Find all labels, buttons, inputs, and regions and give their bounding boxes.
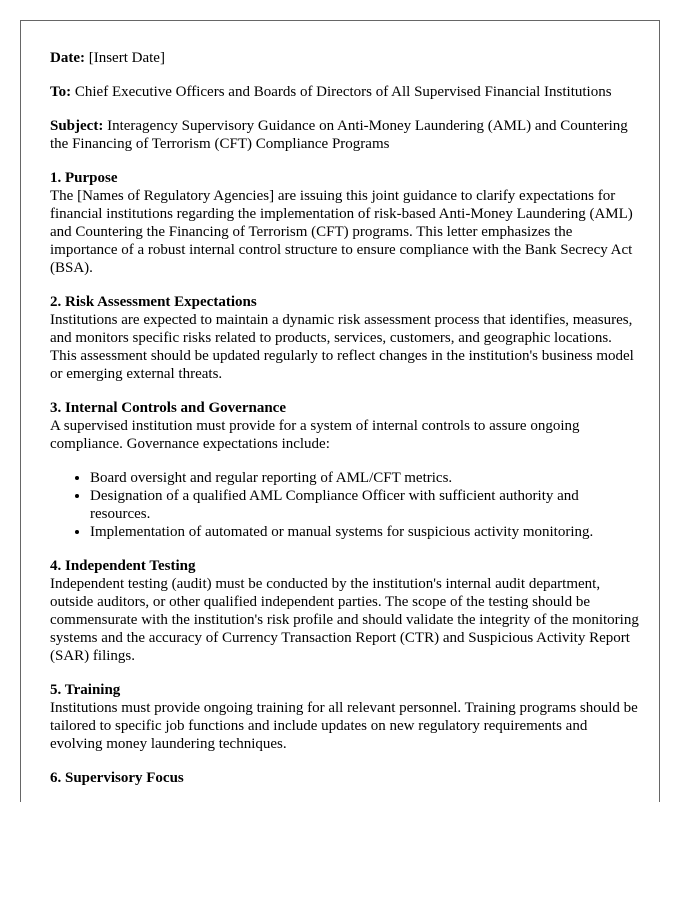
date-value: [Insert Date] bbox=[88, 50, 165, 66]
to-label: To: bbox=[50, 84, 72, 100]
section-title: 1. Purpose bbox=[50, 170, 118, 186]
list-item: • Implementation of automated or manual systems for suspicious activity monitoring. bbox=[90, 523, 640, 541]
subject-label: Subject: bbox=[50, 118, 104, 134]
section-title: 2. Risk Assessment Expectations bbox=[50, 294, 257, 310]
list-item: • Designation of a qualified AML Compliance Officer with sufficient authority and resources. bbox=[90, 487, 640, 523]
date-line bbox=[50, 49, 640, 67]
to-value: Chief Executive Officers and Boards of Directors of All Supervised Financial Institutions bbox=[74, 84, 612, 100]
governance-list bbox=[50, 469, 640, 541]
subject-value: Interagency Supervisory Guidance on Anti-Money Laundering (AML) and Countering the Financing of Terrorism (CFT) Compliance Programs bbox=[50, 118, 628, 152]
section-risk-assessment bbox=[50, 293, 640, 383]
section-independent-testing bbox=[50, 557, 640, 665]
section-title: 4. Independent Testing bbox=[50, 558, 196, 574]
section-body: Institutions are expected to maintain a dynamic risk assessment process that identifies, measures, and monitors specific risks related to products, services, customers, and geographic locations. This assessment should be updated regularly to reflect changes in the institution's business model or emerging external threats. bbox=[50, 312, 634, 382]
to-line bbox=[50, 83, 640, 101]
letter-content bbox=[50, 49, 640, 802]
section-title: 5. Training bbox=[50, 682, 121, 698]
subject-line bbox=[50, 117, 640, 153]
section-body: Independent testing (audit) must be conducted by the institution's internal audit department, outside auditors, or other qualified independent parties. The scope of the testing should be commensurate with the institution's risk profile and should validate the integrity of the monitoring systems and the accuracy of Currency Transaction Report (CTR) and Suspicious Activity Report (SAR) filings. bbox=[50, 576, 639, 664]
letter-page bbox=[20, 20, 660, 802]
section-supervisory-focus bbox=[50, 769, 640, 787]
section-training bbox=[50, 681, 640, 753]
section-body: The [Names of Regulatory Agencies] are issuing this joint guidance to clarify expectations for financial institutions regarding the implementation of risk-based Anti-Money Laundering (AML) and Countering the Financing of Terrorism (CFT) programs. This letter emphasizes the importance of a robust internal control structure to ensure compliance with the Bank Secrecy Act (BSA). bbox=[50, 188, 633, 276]
section-purpose bbox=[50, 169, 640, 277]
section-internal-controls bbox=[50, 399, 640, 541]
section-title: 6. Supervisory Focus bbox=[50, 770, 184, 786]
section-body: A supervised institution must provide for a system of internal controls to assure ongoing compliance. Governance expectations include: bbox=[50, 418, 580, 452]
date-label: Date: bbox=[50, 50, 85, 66]
section-body: Institutions must provide ongoing training for all relevant personnel. Training programs should be tailored to specific job functions and include updates on new regulatory requirements and evolving money laundering techniques. bbox=[50, 700, 638, 752]
section-title: 3. Internal Controls and Governance bbox=[50, 400, 286, 416]
list-item: • Board oversight and regular reporting of AML/CFT metrics. bbox=[90, 469, 640, 487]
